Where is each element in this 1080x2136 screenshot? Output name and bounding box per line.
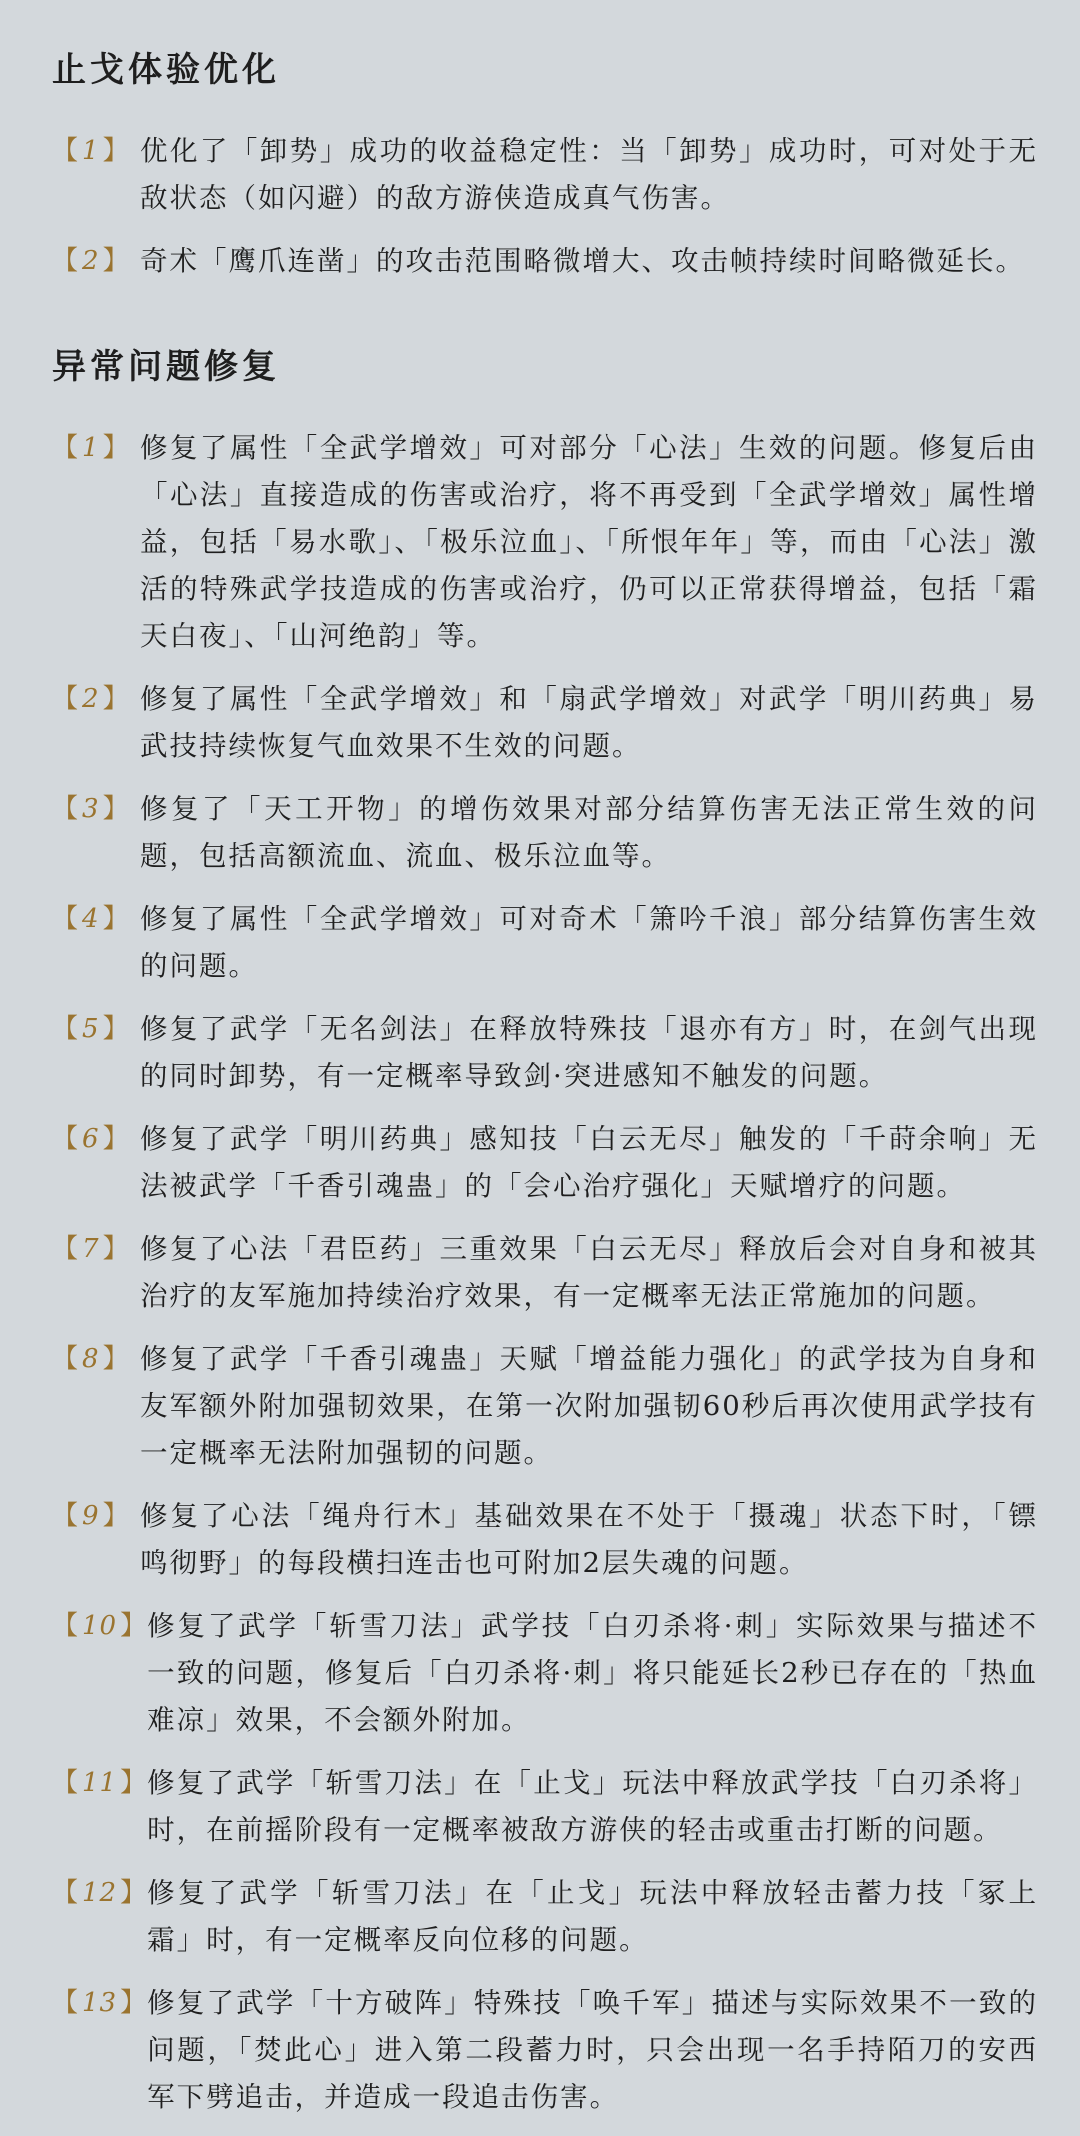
list-item <box>52 786 1038 880</box>
item-number: 【 8 】 <box>52 1344 130 1374</box>
item-number: 【 6 】 <box>52 1124 130 1154</box>
list-item <box>52 1980 1038 2121</box>
item-text: 修复了武学「无名剑法」在释放特殊技「退亦有方」时，在剑气出现的同时卸势，有一定概率导致剑·突进感知不触发的问题。 <box>140 1013 1038 1092</box>
item-number: 【 9 】 <box>52 1501 130 1531</box>
list-item <box>52 425 1038 660</box>
list-item <box>52 238 1038 285</box>
item-number: 【 1 】 <box>52 433 130 463</box>
list-item <box>52 1493 1038 1587</box>
list-item <box>52 1870 1038 1964</box>
list-item <box>52 896 1038 990</box>
section-bug-fixes <box>52 341 1038 2121</box>
item-text: 奇术「鹰爪连凿」的攻击范围略微增大、攻击帧持续时间略微延长。 <box>140 245 1025 277</box>
item-text: 优化了「卸势」成功的收益稳定性：当「卸势」成功时，可对处于无敌状态（如闪避）的敌方游侠造成真气伤害。 <box>140 135 1038 214</box>
list-item <box>52 1006 1038 1100</box>
item-number: 【 2 】 <box>52 246 130 276</box>
item-text: 修复了属性「全武学增效」可对部分「心法」生效的问题。修复后由「心法」直接造成的伤害或治疗，将不再受到「全武学增效」属性增益，包括「易水歌」、「极乐泣血」、「所恨年年」等，而由「心法」激活的特殊武学技造成的伤害或治疗，仍可以正常获得增益，包括「霜天白夜」、「山河绝韵」等。 <box>140 432 1038 652</box>
item-number: 【 13 】 <box>52 1988 148 2018</box>
item-text: 修复了心法「绳舟行木」基础效果在不处于「摄魂」状态下时，「镖鸣彻野」的每段横扫连击也可附加2层失魂的问题。 <box>140 1500 1038 1579</box>
section-title: 止戈体验优化 <box>52 50 280 90</box>
list-item <box>52 676 1038 770</box>
item-text: 修复了武学「斩雪刀法」在「止戈」玩法中释放武学技「白刃杀将」时，在前摇阶段有一定概率被敌方游侠的轻击或重击打断的问题。 <box>147 1767 1038 1846</box>
item-number: 【 2 】 <box>52 684 130 714</box>
item-text: 修复了「天工开物」的增伤效果对部分结算伤害无法正常生效的问题，包括高额流血、流血、极乐泣血等。 <box>140 793 1038 872</box>
item-text: 修复了武学「千香引魂蛊」天赋「增益能力强化」的武学技为自身和友军额外附加强韧效果，在第一次附加强韧60秒后再次使用武学技有一定概率无法附加强韧的问题。 <box>140 1343 1038 1469</box>
list-item <box>52 1226 1038 1320</box>
item-text: 修复了武学「斩雪刀法」在「止戈」玩法中释放轻击蓄力技「冢上霜」时，有一定概率反向位移的问题。 <box>147 1877 1038 1956</box>
item-text: 修复了属性「全武学增效」和「扇武学增效」对武学「明川药典」易武技持续恢复气血效果不生效的问题。 <box>140 683 1038 762</box>
item-number: 【 11 】 <box>52 1768 148 1798</box>
item-number: 【 5 】 <box>52 1014 130 1044</box>
item-text: 修复了武学「十方破阵」特殊技「唤千军」描述与实际效果不一致的问题，「焚此心」进入第二段蓄力时，只会出现一名手持陌刀的安西军下劈追击，并造成一段追击伤害。 <box>147 1987 1038 2113</box>
item-number: 【 12 】 <box>52 1878 148 1908</box>
item-text: 修复了武学「斩雪刀法」武学技「白刃杀将·刺」实际效果与描述不一致的问题，修复后「白刃杀将·刺」将只能延长2秒已存在的「热血难凉」效果，不会额外附加。 <box>147 1610 1038 1736</box>
section-title: 异常问题修复 <box>52 347 280 387</box>
list-item <box>52 1116 1038 1210</box>
item-number: 【 1 】 <box>52 136 130 166</box>
item-number: 【 7 】 <box>52 1234 130 1264</box>
item-number: 【 10 】 <box>52 1611 148 1641</box>
item-text: 修复了心法「君臣药」三重效果「白云无尽」释放后会对自身和被其治疗的友军施加持续治疗效果，有一定概率无法正常施加的问题。 <box>140 1233 1038 1312</box>
list-item <box>52 1336 1038 1477</box>
item-text: 修复了武学「明川药典」感知技「白云无尽」触发的「千莳余响」无法被武学「千香引魂蛊」的「会心治疗强化」天赋增疗的问题。 <box>140 1123 1038 1202</box>
list-item <box>52 1603 1038 1744</box>
section-experience-optimization <box>52 44 1038 285</box>
item-number: 【 4 】 <box>52 904 130 934</box>
list-item <box>52 1760 1038 1854</box>
list-item <box>52 128 1038 222</box>
item-text: 修复了属性「全武学增效」可对奇术「箫吟千浪」部分结算伤害生效的问题。 <box>140 903 1038 982</box>
item-number: 【 3 】 <box>52 794 130 824</box>
